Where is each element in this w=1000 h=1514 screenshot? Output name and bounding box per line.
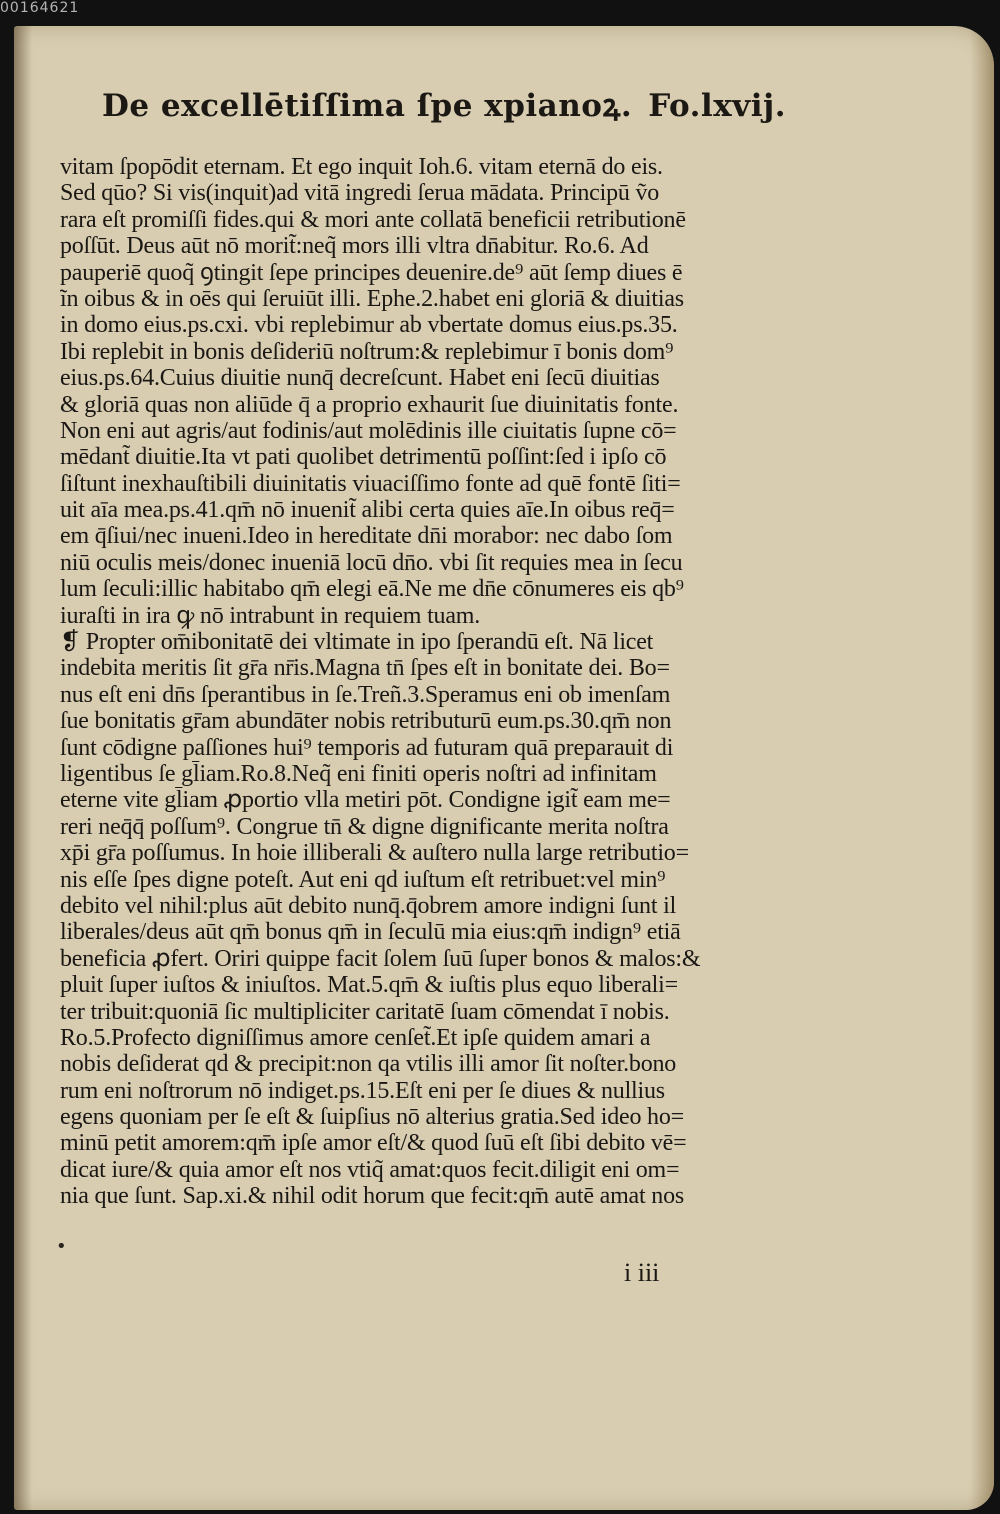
text-line: Sed qūo? Si vis(inquit)ad vitā ingredi ſerua mādata. Principū ṽo [60, 180, 660, 207]
text-line: rara eſt promiſſi fides.qui & mori ante collatā beneficii retributionē [60, 206, 686, 233]
text-line: & gloriā quas non aliūde q̄ a proprio exhaurit ſue diuinitatis fonte. [60, 391, 679, 418]
text-line: nia que ſunt. Sap.xi.& nihil odit horum que fecit:qm̄ autē amat nos [60, 1183, 685, 1210]
text-line: ſunt cōdigne paſſiones hui⁹ temporis ad futuram quā preparauit di [60, 734, 674, 761]
text-line: egens quoniam per ſe eſt & ſuipſius nō alterius gratia.Sed ideo ho= [60, 1104, 684, 1131]
text-line: pauperiē quoq̃ ꝯtingit ſepe principes deuenire.de⁹ aūt ſemp diues ē [60, 259, 683, 286]
text-line: lum ſeculi:illic habitabo qm̄ elegi eā.Ne me dn̄e cōnumeres eis qb⁹ [60, 576, 684, 603]
text-line: ❡ Propter om̄ibonitatē dei vltimate in ipo ſperandū eſt. Nā licet [60, 629, 654, 656]
body-text [60, 154, 760, 1210]
text-line: uit aīa mea.ps.41.qm̄ nō inuenit̃ alibi certa quies aīe.In oibus req̄= [60, 497, 675, 524]
text-line: pluit ſuper iuſtos & iniuſtos. Mat.5.qm̄ & iuſtis plus equo liberali= [60, 972, 678, 999]
text-line: beneficia ꝓfert. Oriri quippe facit ſolem ſuū ſuper bonos & malos:& [60, 945, 701, 972]
text-line: rum eni noſtrorum nō indiget.ps.15.Eſt eni per ſe diues & nullius [60, 1077, 665, 1104]
archive-id-label: 00164621 [0, 0, 80, 16]
text-line: ſiſtunt inexhauſtibili diuinitatis viuaciſſimo fonte ad quē fontē ſiti= [60, 470, 681, 497]
running-head-title: De excellētiſſima ſpe xpianoꝝ. [102, 88, 633, 124]
running-head [102, 84, 786, 126]
text-line: mēdant̃ diuitie.Ita vt pati quolibet detrimentū poſſint:ſed i ipſo cō [60, 444, 667, 471]
text-line: Non eni aut agris/aut fodinis/aut molēdinis ille ciuitatis ſupne cō= [60, 417, 677, 444]
text-line: eterne vite gl̄iam ꝓportio vlla metiri pōt. Condigne igit̃ eam me= [60, 787, 671, 814]
text-line: nobis deſiderat qd & precipit:non qa vtilis illi amor ſit noſter.bono [60, 1051, 677, 1078]
book-page [14, 26, 994, 1510]
text-line: em q̄ſiui/nec inueni.Ideo in hereditate dn̄i morabor: nec dabo ſom [60, 523, 673, 550]
text-line: nis eſſe ſpes digne poteſt. Aut eni qd iuſtum eſt retribuet:vel min⁹ [60, 866, 666, 893]
text-line: liberales/deus aūt qm̄ bonus qm̄ in ſeculū mia eius:qm̄ indign⁹ etiā [60, 919, 681, 946]
text-line: eius.ps.64.Cuius diuitie nunq̄ decreſcunt. Habet eni ſecū diuitias [60, 365, 660, 392]
text-line: Ibi replebit in bonis deſideriū noſtrum:& replebimur ī bonis dom⁹ [60, 338, 674, 365]
text-line: in domo eius.ps.cxi. vbi replebimur ab vbertate domus eius.ps.35. [60, 312, 678, 339]
text-line: ĩn oibus & in oēs qui ſeruiūt illi. Ephe.2.habet eni gloriā & diuitias [60, 285, 684, 312]
text-line: minū petit amorem:qm̄ ipſe amor eſt/& quod ſuū eſt ſibi debito vē= [60, 1130, 687, 1157]
folio-number: Fo.lxvij. [648, 88, 786, 124]
signature-mark: i iii [624, 1258, 660, 1287]
text-line: ligentibus ſe gl̄iam.Ro.8.Neq̃ eni finiti operis noſtri ad infinitam [60, 760, 657, 787]
text-line: dicat iure/& quia amor eſt nos vtiq̃ amat:quos fecit.diligit eni om= [60, 1156, 680, 1183]
ink-dot-mark: • [56, 1236, 67, 1257]
text-line: niū oculis meis/donec inueniā locū dn̄o. vbi ſit requies mea in ſecu [60, 549, 683, 576]
text-line: ter tribuit:quoniā ſic multipliciter caritatē ſuam cōmendat ī nobis. [60, 998, 670, 1025]
text-line: iuraſti in ira ꝙ nō intrabunt in requiem tuam. [60, 602, 481, 629]
text-line: vitam ſpopōdit eternam. Et ego inquit Ioh.6. vitam eternā do eis. [60, 154, 663, 180]
text-line: indebita meritis ſit gr̄a nr̄is.Magna tn̄ ſpes eſt in bonitate dei. Bo= [60, 655, 670, 682]
text-line: poſſūt. Deus aūt nō morit̃:neq̃ mors illi vltra dn̄abitur. Ro.6. Ad [60, 233, 649, 260]
text-line: reri neq̄q̄ poſſum⁹. Congrue tn̄ & digne dignificante merita noſtra [60, 813, 669, 840]
text-line: debito vel nihil:plus aūt debito nunq̄.q̄obrem amore indigni ſunt il [60, 892, 677, 919]
text-line: Ro.5.Profecto digniſſimus amore cenſet̃.Et ipſe quidem amari a [60, 1024, 651, 1051]
text-line: xp̄i gr̄a poſſumus. In hoie illiberali & auſtero nulla large retributio= [60, 840, 689, 867]
text-line: nus eſt eni dn̄s ſperantibus in ſe.Treñ.3.Speramus eni ob imenſam [60, 681, 671, 708]
text-line: ſue bonitatis gr̄am abundāter nobis retributurū eum.ps.30.qm̄ non [60, 708, 672, 735]
